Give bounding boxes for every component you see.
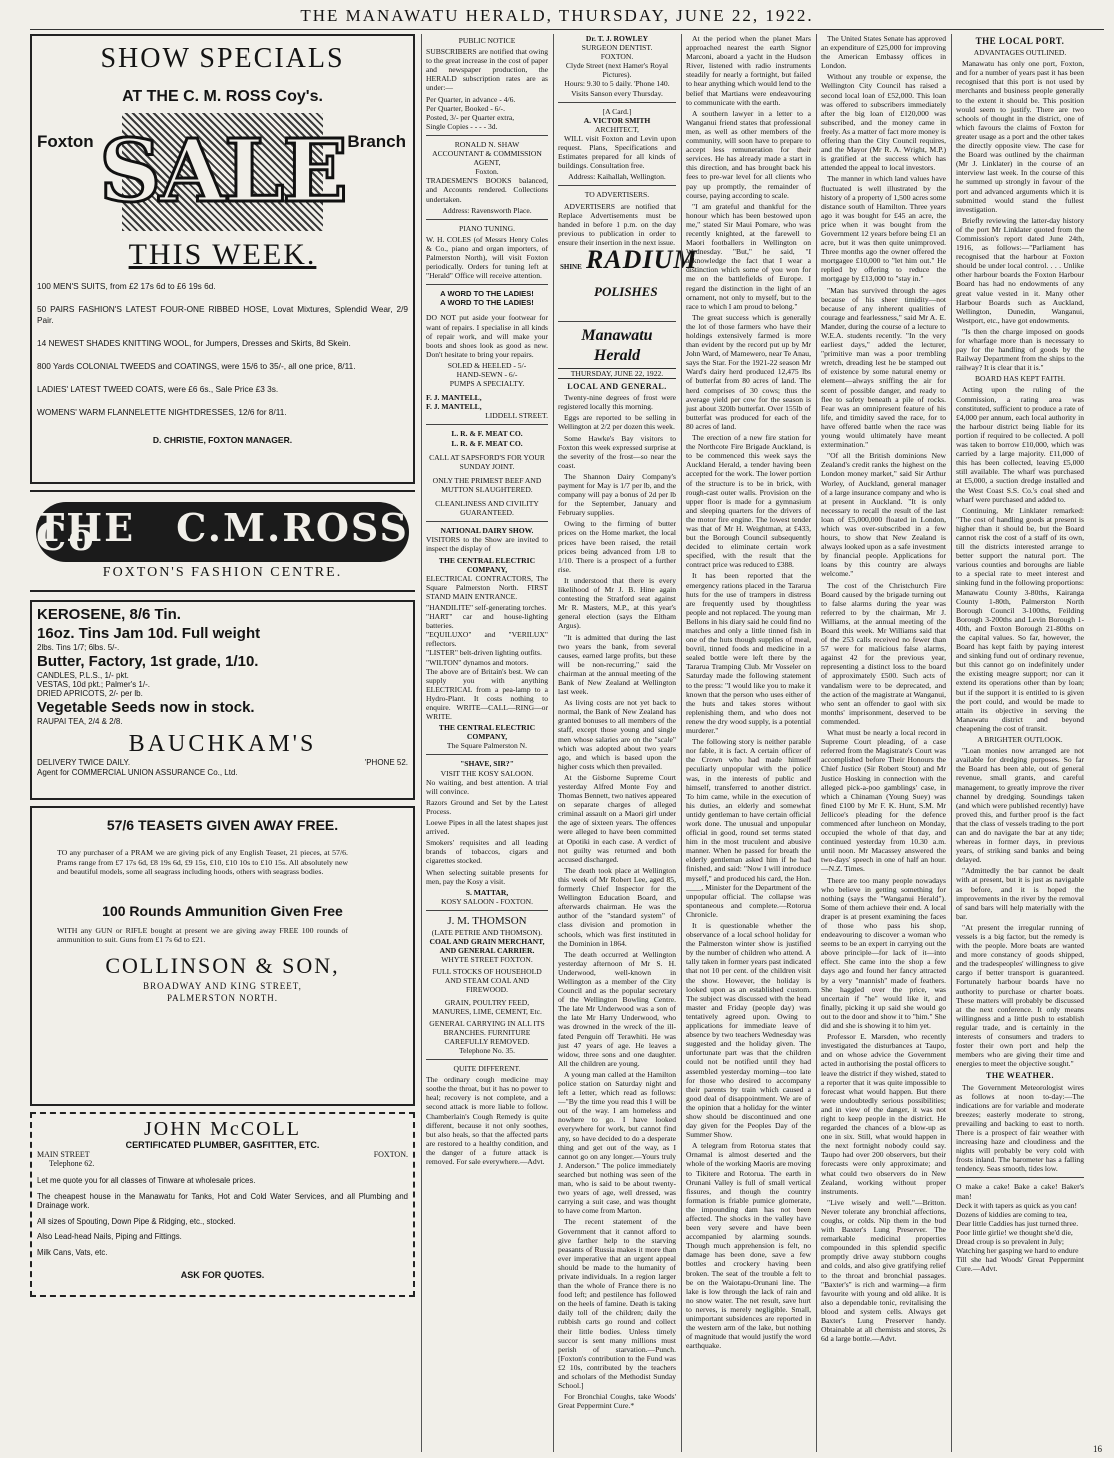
divider [426, 1059, 548, 1060]
mccoll-phone: Telephone 62. [49, 1159, 95, 1169]
show-specials-items [37, 281, 408, 418]
branch-label: Branch [347, 132, 406, 151]
rate-line: Per Quarter, in advance - 4/6. [426, 94, 516, 104]
port-subtitle: ADVANTAGES OUTLINED. [973, 48, 1067, 58]
dairy-body-2: The above are of Britain's best. We can supply you with anything ELECTRICAL from a pea-lamp to a Hydro-Plant. It costs nothing to enquire. WRITE—CALL—RING—or WRITE. [426, 666, 548, 722]
column-3 [558, 34, 698, 1458]
shave-address: KOSY SALOON - FOXTON. [441, 896, 533, 906]
news-paragraph: A telegram from Rotorua states that Ornamal is almost deserted and the whole of the working Maoris are moving to Tikitere and Rotorua. The earth in Orunani Valley is full of small vertical fissures, and though the country formation is friable pumice glomerate, the impounding dam has not been affected. The shocks in the valley have been very severe and have been accompanied by alarming sounds. Though much apprehension is felt, no damage has been done, save a few bottles and crockery having been broken. The seat of the trouble a felt to be on the Waiotapu-Orunani line. The lake is low through the lack of rain and no snow water. The net result, save hurt to nerves, is merely negligible. Small, unimportant subsidences are reported in the western arm of the lake, but nothing of magnitude that would justify the word earthquake. [686, 1141, 811, 1351]
mccoll-street: MAIN STREET [37, 1150, 90, 1160]
board-subheading: BOARD HAS KEPT FAITH. [974, 374, 1065, 384]
shaw-body: TRADESMEN'S BOOKS balanced, and Accounts rendered. Collections undertaken. [426, 176, 548, 204]
dairy-address: The Square Palmerston N. [446, 741, 528, 751]
column-rule [816, 34, 817, 1452]
thomson-line: FULL STOCKS OF HOUSEHOLD AND STEAM COAL AND FIREWOOD. [432, 967, 542, 995]
teasets-body: TO any purchaser of a PRAM we are giving pick of any English Teaset, 21 pieces, at 57/6. Prams range from £7 17s 6d, £8 19s 6d, £9 15s, £10, £10 10s to £10 15s. All absolutely new and beautiful models, some all seagrass including hoods, others with seagrass bodies. [57, 848, 348, 876]
news-paragraph: The United States Senate has approved an expenditure of £25,000 for improving the American Embassy offices in London. [821, 34, 946, 71]
radium-logo: RADIUM [586, 244, 698, 274]
dairy-body: VISITORS to the Show are invited to inspect the display of [426, 535, 548, 554]
poem-line: Dread croup is so prevalent in July; [956, 1237, 1064, 1246]
news-paragraph: It understood that there is every likelihood of Mr J. B. Hine again contesting the Stratford seat against Mr R. Masters, M.P., at this year's general election (says the Eltham Argus). [558, 575, 676, 631]
weather-title: THE WEATHER. [986, 1071, 1054, 1081]
agent-text: Agent for COMMERCIAL UNION ASSURANCE Co., Ltd. [37, 767, 238, 777]
news-paragraph: The cost of the Christchurch Fire Board caused by the brigade turning out to false alarms during the year was referred to by the chairman, Mr J. Williams, at the annual meeting of the Board this week. Mr Williams said that of the 253 calls received no fewer than 57 were for malicious false alarms, against 42 for the previous year, representing a distinct loss to the board of approximately £500. Such acts of vandalism were to be deprecated, and the action of the magistrate at Wanganui, who sent an offender to gaol with six months' imprisonment, deserved to be commended. [821, 580, 946, 726]
section-heading: LOCAL AND GENERAL. [567, 382, 667, 392]
column-rule [421, 34, 422, 1452]
meat-line: ONLY THE PRIMEST BEEF AND MUTTON SLAUGHTERED. [432, 475, 542, 494]
news-paragraph: "Man has survived through the ages because of his sheer timidity—not because of any inherent qualities of courage and fearlessness," said Mr A. E. Mander, during the course of a lecture to W.E.A. students recently. "In the very earliest days," added the lecturer, "primitive man was a poor trembling wretch, dreading lest he be stamped out of existence by some natural enemy or element—always sniffing the air for scent of possible danger, and ready to flee to safety beneath a pile of rocks. Fear was an omnipresent feature of his life, and timidity saved the race, for to have offered battle when the race was young would ultimately have meant extermination." [821, 285, 946, 450]
fashion-centre: FOXTON'S FASHION CENTRE. [102, 565, 343, 580]
news-paragraph: "I am grateful and thankful for the honour which has been bestowed upon me," stated Sir Maui Pomare, who was recently knighted, at the farewell to Maori footballers in Wellington on Wednesday. "But," he said, "I acknowledge the fact that I wear a distinction which some of you won for me on the battlefields of Europe. I regard the distinction in the light of an ornament, not only to myself, but to the race to which I am proud to belong." [686, 201, 811, 311]
meat-name: L. R. & F. MEAT CO. [451, 438, 523, 448]
mccoll-line: Milk Cans, Vats, etc. [37, 1247, 108, 1257]
bauchkam-name: BAUCHKAM'S [128, 731, 317, 758]
divider [426, 284, 548, 285]
divider [558, 102, 676, 103]
dairy-contractors: ELECTRICAL CONTRACTORS, The Square Palmerston North. FIRST STAND MAIN ENTRANCE. [426, 573, 548, 601]
news-paragraph: Professor E. Marsden, who recently investigated the disturbances at Taupo, and on whose advice the Government acted in authorising the postal officers to leave the district if they wished, stated to a reporter that it was quite impossible to forecast what would happen. But there were undoubtedly serious possibilities; and in view of the danger, it was not right to keep people in the district. He regarded the chances of a blow-up as one in six. Still, what would happen in the next fortnight nobody could say. Taupo had over 200 observers, but their forecasts were only approximate; and what could two observers do in New Zealand, working without proper instruments. [821, 1032, 946, 1196]
news-paragraph: "At present the irregular running of vessels is a big factor, but the remedy is with the people. More boats are wanted and more constancy of goods shipped, and the tradespeoples' willingness to give cargo if better transport is guaranteed. Fortunately harbour boards have no authority to purchase or charter boats. These matters will probably be discussed at the next conference. It only means willingness and a little push to establish regular trade, and is certainly in the interests of consumers and traders to foster their own port and help the members who are giving their time and energies to meet the objective sought." [956, 922, 1084, 1069]
mccoll-line: All sizes of Spouting, Down Pipe & Ridging, etc., stocked. [37, 1216, 236, 1226]
bauchkam-ad [30, 600, 415, 800]
rate-line: Single Copies - - - - 3d. [426, 121, 498, 131]
column-rule [951, 34, 952, 1452]
poem-line: Dozens of kiddies are coming to tea, [956, 1209, 1068, 1219]
shave-line: Smokers' requisites and all leading brands of tobaccos, cigars and cigarettes stocked. [426, 838, 548, 866]
show-specials-subtitle: AT THE C. M. ROSS Coy's. [122, 88, 323, 105]
divider [426, 135, 548, 136]
smith-card: [A Card.] [602, 106, 632, 116]
news-paragraph: At the period when the planet Mars approached nearest the earth Signor Marconi, aboard a yacht in the Hudson River, listened with radio instruments steadily for nearly a fortnight, but failed to hear anything which would lend to the belief that Martians were endeavouring to communicate with the earth. [686, 34, 811, 107]
mccoll-line: Also Lead-head Nails, Piping and Fittings. [37, 1232, 182, 1242]
mccoll-town: FOXTON. [373, 1150, 408, 1160]
dairy-company: THE CENTRAL ELECTRIC COMPANY, [438, 555, 536, 574]
news-paragraph: "Loan monies now arranged are not available for dredging purposes. So far the Board has been able, out of general revenue, small grants, and careful management, to greatly improve the river channel by dredging. Soundings taken (and which were published recently) have proved this, and further proof is the fact that the class of vessels trading to the port can and do navigate the bar at any tide; whereas in former days, in previous years, of striking sand banks and being delayed. [956, 746, 1084, 865]
dairy-item: "HART" car and house-lighting batteries. [426, 612, 548, 631]
poem-line: O make a cake! Bake a cake! Baker's man! [956, 1182, 1084, 1201]
shaw-town: Foxton. [475, 167, 499, 177]
divider [426, 754, 548, 755]
thomson-street: WHYTE STREET FOXTON. [441, 955, 533, 965]
news-paragraph: Some Hawke's Bay visitors to Foxton this week expressed surprise at the severity of the frost—so near the coast. [558, 433, 676, 470]
ross-logo-text: THE C.M.ROSS Co [36, 504, 409, 559]
news-paragraph: "Live wisely and well."—Britton. Never tolerate any bronchial affections, coughs, or colds. Nip them in the bud with Baxter's Lung Preserver. The remarkable medicinal properties compounded in this splendid specific promptly drive away stubborn coughs and colds, and also give gratifying relief to the throat and bronchial passages. "Baxter's" is rich and warming—a firm favourite with young and old alike. It is also a dependable tonic, revitalising the blood and system cells. Always get Baxter's Lung Preserver handy. Obtainable at all chemists and stores, 2s 6d a large bottle.—Advt. [821, 1197, 946, 1344]
news-paragraph: At the Gisborne Supreme Court yesterday Alfred Monte Foy and Thomas Bennett, two natives appeared on separate charges of alleged criminal assault on a Maori girl under the age of sixteen years. The offences were alleged to have been committed at Opotiki in each case. A verdict of not guilty was returned and both accused discharged. [558, 772, 676, 864]
rowley-visits: Visits Sanson every Thursday. [571, 88, 663, 98]
mccoll-name: JOHN McCOLL [144, 1118, 301, 1140]
sale-item: LADIES' LATEST TWEED COATS, were £6 6s., Sale Price £3 3s. [37, 384, 279, 394]
tins-line: 2lbs. Tins 1/7; 6lbs. 5/-. [37, 643, 120, 652]
sale-item: WOMENS' WARM FLANNELETTE NIGHTDRESSES, 12/6 for 8/11. [37, 407, 287, 417]
masthead: THE MANAWATU HERALD, THURSDAY, JUNE 22, 1922. [300, 6, 814, 25]
ross-logo [36, 502, 409, 562]
dairy-item: "HANDILITE" self-generating torches. [426, 602, 547, 612]
delivery-text: DELIVERY TWICE DAILY. [37, 758, 131, 768]
news-paragraph: A young man called at the Hamilton police station on Saturday night and left a letter, which read as follows:—"By the time you read this I will be out of the way. I am homeless and nowhere to go. I have looked everywhere for work, but cannot find any, so have decided to do a desperate thing and get out of the way, as I cannot go on any longer.—Yours truly J. Anderson." The police immediately searched but nothing was seen of the man, who is said to be about twenty-two years of age, well dressed, was carrying a suit case, and was thought to have come from Marton. [558, 1069, 676, 1216]
shaw-title: ACCOUNTANT & COMMISSION AGENT, [432, 149, 542, 168]
news-paragraph: It has been reported that the emergency rations placed in the Tararua huts for the use of trampers in distress are frequently used by thoughtless people and not replaced. The young man Bellons in his diary said he could find no matches and only a little tinned fish in one of the huts though supplies of meal, bovril, tinned foods and medicine in a sealed bottle were left there by the Tararua Tramping Club. Mr Vosseler on Saturday made the following statement to the press: "I would like you to make it known that the person who uses either of the huts and takes stores without replenishing them, and who does not renew the dry wood supply, is a potential murderer." [686, 571, 811, 736]
news-paragraph: The death took place at Wellington this week of Mr Robert Lee, aged 85, formerly Chief Inspector for the Wellington Education Board, and afterwards chairman. He was the author of the "standard system" of class division and promotion in schools, which was first instituted in the Dominion in 1864. [558, 865, 676, 948]
ladies-pumps: PUMPS A SPECIALTY. [449, 379, 525, 389]
sale-item: 800 Yards COLONIAL TWEEDS and COATINGS, were 15/6 to 35/-, all one price, 8/11. [37, 361, 356, 371]
shave-line: Loewe Pipes in all the latest shapes just arrived. [426, 818, 548, 837]
news-paragraph: The recent statement of the Government that it cannot afford to give farther help to the starving peasants of Russia makes it more than ever imperative that an urgent appeal should be made to the humanity of private individuals. In a region larger than the whole of France there is no food left; and pestilence has followed on the heels of famine. Death is taking daily toll of the children; daily the rubbish carts go round and collect their little bodies. Unless timely succor is sent many millions must perish of starvation.—Punch. [Foxton's contribution to the Fund was £2 10s, contributed by the teachers and scholars of the Methodist Sunday School.] [558, 1217, 676, 1391]
advertisers-body: ADVERTISERS are notified that Replace Advertisements must be handed in before 1 p.m. on the day previous to publication in order to ensure their insertion in the next issue. [558, 201, 676, 247]
rowley-title: SURGEON DENTIST. [581, 43, 653, 53]
news-paragraph: What must be nearly a local record in Supreme Court pleading, of a case referred from the Magistrate's Court was accomplished before Their Honours the Chief Justice (Sir Robert Stout) and Mr Justice Hosking in connection with the alleged pick-a-poo gamblings' case, in which a Chinaman (Young Suey) was fined £100 by Mr F. K. Hunt, S.M. Mr Jellicoe's pleading for the defence commenced after luncheon on Monday, occupied the whole of that day, and continued yesterday from 10.30 a.m. until noon. Mr Macassey answered the two-days' speech in one of half an hour.—N.Z. Times. [821, 728, 946, 874]
column-4 [686, 34, 811, 1458]
paper-title: Manawatu Herald [581, 326, 653, 364]
rowley-address: Clyde Street (next Hamer's Royal Pictures). [565, 61, 669, 80]
apricots-line: DRIED APRICOTS, 2/- per lb. [37, 689, 143, 699]
ladies-price: HAND-SEWN - 6/- [456, 370, 518, 379]
smith-address: Address: Kaihallah, Wellington. [568, 172, 666, 182]
column-rule [681, 34, 682, 1452]
delivery-row [37, 758, 408, 767]
poem-line: Poor little girlie! we thought she'd die, [956, 1227, 1073, 1237]
thomson-line: GENERAL CARRYING IN ALL ITS BRANCHES. FURNITURE CAREFULLY REMOVED. [429, 1018, 545, 1046]
foxton-label: Foxton [37, 132, 94, 151]
news-paragraph: The manner in which land values have fluctuated is well illustrated by the history of a property of 1,500 acres some distance south of Hamilton. Three years ago it was bought for £45 an acre, the price when it was bought from the Government 12 years before being £1 an acre, but it was then quite unimproved. Three months ago the owner offered the mortgagee £10,000 to "let him out." He replied by offering to reduce the mortgage by £13,000 to "stay in." [821, 174, 946, 284]
shave-name: S. MATTAR, [465, 887, 509, 897]
divider [426, 521, 548, 522]
page-number: 16 [1093, 1444, 1102, 1454]
dairy-title: NATIONAL DAIRY SHOW. [440, 526, 534, 536]
news-paragraph: As living costs are not yet back to normal, the Bank of New Zealand has granted bonuses to all members of the staff, except those young and single men whose salaries are on the "scale" which was adopted about two years ago, and which is based upon the higher costs which then prevailed. [558, 698, 676, 771]
ladies-title: A WORD TO THE LADIES! [440, 289, 534, 299]
thomson-phone: Telephone No. 35. [459, 1046, 515, 1055]
dairy-company: THE CENTRAL ELECTRIC COMPANY, [438, 723, 536, 742]
news-paragraph: Briefly reviewing the latter-day history of the port Mr Linklater quoted from the Commission's report dated June 24th, 1916, as follows:—"Parliament has recognised that the harbour at Foxton should be under local control. . . . Unlike other harbour boards the Foxton Harbour Board has had no endowments of any great value vested in it. Many other Harbour Boards such as Auckland, Wellington, Dunedin, Wanganui, Westport, etc., have got endowments. [956, 215, 1084, 325]
thomson-firm: (LATE PETRIE AND THOMSON). [431, 927, 543, 937]
shaw-address: Address: Ravensworth Place. [442, 205, 532, 215]
piano-title: PIANO TUNING. [459, 223, 515, 233]
candles-line: CANDLES, P.L.S., 1/- pkt. [37, 671, 129, 681]
radium-sub: POLISHES [594, 283, 658, 299]
smith-body: WILL visit Foxton and Levin upon request. Plans, Specifications and Estimates prepared for all kinds of buildings. Consultation free. [558, 133, 676, 171]
ladies-body: DO NOT put aside your footwear for want of repairs. I specialise in all kinds of repair work, and will make your boots and shoes look as good as new. Don't hesitate to bring your repairs. [426, 313, 548, 359]
column-2 [426, 34, 548, 1458]
notice-title: PUBLIC NOTICE [458, 36, 516, 45]
paper-date: THURSDAY, JUNE 22, 1922. [558, 368, 676, 379]
collinson-town: PALMERSTON NORTH. [167, 992, 278, 1003]
news-paragraph: The great success which is generally the lot of those farmers who have their holdings extensively farmed is more than evident by the record put up by Mr John Ward, of Mamewero, near Te Anau, says the Star. For the 1921-22 season Mr Ward's dairy herd produced 12,475 lbs of butterfat from 80 acres of land. The herd comprises of 30 cows; thus the average yield per cow for the season is just about 320lb butterfat. Over 155lb of butterfat was produced for each of the 80 acres of land. [686, 312, 811, 431]
rate-line: Per Quarter, Booked - 6/-. [426, 103, 505, 113]
news-paragraph: A southern lawyer in a letter to a Wanganui friend states that professional men, as well as other members of the community, will soon have to prepare to accept less remuneration for their services. He has already made a start in this direction, and has brought back his fees to pre-war level for all clients who pay up promptly, the remainder of course, paying according to scale. [686, 108, 811, 200]
shave-line: No waiting, and best attention. A trial will convince. [426, 777, 548, 796]
outlook-title: A BRIGHTER OUTLOOK. [977, 735, 1063, 745]
news-paragraph: Manawatu has only one port, Foxton, and for a number of years past it has been recognised that this port is not used by merchants and business people generally to the extent it should be. This position would seem to justify. There are two schools of thought in the district, one of which favours the claims of Foxton for greater usage as a port and the other takes the directly opposite view. The case for the Board was outlined by the chairman (Mr J. Linklater) in the course of an interview last week. In the course of this he summed up strongly in favour of the port and advanced arguments which it is submitted would stand the fullest investigation. [956, 59, 1084, 214]
show-specials-ad [30, 34, 415, 484]
news-paragraph: Continuing, Mr Linklater remarked: "The cost of handling goods at present is higher than it should be, but the Board cannot risk the cost of a staff of its own, till the districts interested arrange to better support the natural port. The various counties and boroughs are liable to a special rate to meet interest and sinking fund in the following proportions: Manawatu County 3-80ths, Kairanga County 1-80th, Palmerston North Borough Council 3-100ths, Feilding Borough 3-200ths and Levin Borough 1-40th, and Foxton Borough 21-80ths on the capital values. So far, however, the Board has kept faith by paying interest and sinking fund out of ordinary revenue, but this cannot go on indefinitely under the existing meagre support; nor can it extend its operations other than by loan; but if the support it is entitled to is given the port could, and would be made to attain its objective in serving the Manawatu district and beyond cheapening the cost of transit. [956, 505, 1084, 733]
news-paragraph: For Bronchial Coughs, take Woods' Great Peppermint Cure.* [558, 1392, 676, 1411]
divider [426, 219, 548, 220]
rowley-hours: Hours: 9.30 to 5 daily. 'Phone 140. [564, 79, 670, 89]
mccoll-address [37, 1150, 408, 1159]
mccoll-line: Let me quote you for all classes of Tinware at wholesale prices. [37, 1176, 256, 1186]
shave-line: VISIT THE KOSY SALOON. [440, 768, 534, 778]
butter-line: Butter, Factory, 1st grade, 1/10. [37, 653, 259, 671]
divider [558, 321, 676, 322]
news-paragraph: "Of all the British dominions New Zealand's credit ranks the highest on the London money market," said Sir Arthur Worley, of Auckland, general manager of a large insurance company and who is at present in Auckland. "It is only necessary to recall the result of the last loan of £5,000,000 floated in London, which was over-subscribed in a few hours, to show that New Zealand is always looked upon as a safe investment by financial people. Applications for loans by this country are always welcome." [821, 451, 946, 579]
news-paragraph: "It is admitted that during the last two years the bank, from several causes, earned large profits, but these will be non-recurring," said the chairman at the annual meeting of the Bank of New Zealand at Wellington last week. [558, 632, 676, 697]
news-paragraph: It is questionable whether the observance of a local school holiday for the Palmerston winter show is justified by the number of children who attend. A tally taken in former years past indicated that not 10 per cent. of the children visit the show. However, the holiday is looked upon as an established custom. The subject was discussed with the head master and Friday (people day) was tentatively agreed upon. Owing to applications for immediate leave of absence by two teachers Wednesday was suggested and the holiday given. The unfortunate part was that the children could not be notified until they had assembled yesterday morning—too late for those who desired to accompany their parents by train which caused a good deal of disappointment. We are of the opinion that a holiday for the winter show should be discontinued and one day given for the Peoples Day of the Summer Show. [686, 921, 811, 1140]
meat-name: L. R. & F. MEAT CO. [451, 429, 523, 439]
collinson-ad [30, 806, 415, 1106]
teasets-title: 57/6 TEASETS GIVEN AWAY FREE. [106, 817, 339, 833]
news-paragraph: "Admittedly the bar cannot be dealt with at present, but it is just as navigable as before, and it is hoped the improvements in the river by the removal of sand bars will help materially with the bar. [956, 866, 1084, 921]
meat-line: CALL AT SAPSFORD'S FOR YOUR SUNDAY JOINT. [429, 452, 545, 471]
thomson-trade: COAL AND GRAIN MERCHANT, AND GENERAL CARRIER. [429, 936, 545, 956]
piano-body: W. H. COLES (of Messrs Henry Coles & Co., piano and organ importers, of Palmerston North), will visit Foxton periodically. Orders for tuning left at "Herald" Office will receive attention. [426, 234, 548, 281]
poem-line: Watching her gasping we hard to endure [956, 1246, 1079, 1256]
manager-line: D. CHRISTIE, FOXTON MANAGER. [152, 435, 293, 445]
poem-line: Dear little Caddies has just turned three. [956, 1218, 1079, 1228]
kerosene-line: KEROSENE, 8/6 Tin. [37, 606, 181, 623]
column-1 [30, 34, 415, 1458]
radium-ad [558, 244, 698, 315]
thomson-line: GRAIN, POULTRY FEED, MANURES, LIME, CEMENT, Etc. [432, 997, 542, 1016]
thomson-name: J. M. THOMSON [447, 914, 527, 927]
news-paragraph: The Shannon Dairy Company's payment for May is 1/7 per lb, and the company will pay a bonus of 2d per lb for the September, January and February supplies. [558, 471, 676, 518]
sale-item: 14 NEWEST SHADES KNITTING WOOL, for Jumpers, Dresses and Skirts, 8d Skein. [37, 338, 351, 348]
news-paragraph: Owing to the firming of butter prices on the Home market, the local prices have been raised, the retail prices being advanced from 1/8 to 1/10. There is a prospect of a further rise. [558, 519, 676, 574]
column-6 [956, 34, 1084, 1458]
weather-body: The Government Meteorologist wires as follows at noon to-day:—The indications are for variable and moderate breezes; easterly moderate to strong, prevailing and backing to east to north. There is a prospect of fair weather with increasing haze and cloudiness and the nights will probably be very cold with frosts inland. The barometer has a falling tendency. Seas smooth, tides low. [956, 1082, 1084, 1174]
collinson-name: COLLINSON & SON, [105, 952, 340, 978]
mccoll-lines [37, 1176, 408, 1257]
dairy-item: "LISTER" belt-driven lighting outfits. [426, 648, 542, 658]
show-specials-title: SHOW SPECIALS [100, 43, 345, 74]
news-paragraph: The erection of a new fire station for the Northcote Fire Brigade Auckland, is to be commenced this week says the Auckland Herald, a tender having been accepted for the work. The lower portion of the structure is to be in brick, with rough-cast outer walls. Provision on the upper floor is made for a gymnasium and sleeping quarters for the drivers of the motor fire engine. The lowest tender was that of Mr H. Weightman, at £433, but the Borough Council subsequently decided to eliminate certain work specified, with the result that the contract price was reduced to £388. [686, 433, 811, 570]
vestas-line: VESTAS, 10d pkt.; Palmer's 1/-. [37, 680, 150, 690]
mccoll-trade: CERTIFICATED PLUMBER, GASFITTER, ETC. [125, 1140, 320, 1150]
news-paragraph: Eggs are reported to be selling in Wellington at 2/2 per dozen this week. [558, 413, 676, 432]
rowley-town: FOXTON. [600, 52, 634, 62]
ammo-title: 100 Rounds Ammunition Given Free [102, 902, 343, 919]
jam-line: 16oz. Tins Jam 10d. Full weight [37, 625, 261, 642]
news-paragraph: Acting upon the ruling of the Commission, a rating area was constituted, sufficient to produce a rate of £4,000 per annum, each local authority in the harbour district being liable for its portion if required to be collected. A poll was taken to borrow £10,000, which was carried by a large majority. £11,000 of this has been collected, leaving £5,000 still available. The wharf was purchased at £5,000, a suction dredge installed and the West Coast S.S. Co.'s coal shed and wharf were purchased and added to. [956, 385, 1084, 504]
divider [558, 185, 676, 186]
ladies-price: SOLED & HEELED - 5/- [447, 360, 527, 370]
radium-shine: SHINE [560, 262, 582, 271]
ladies-title: A WORD TO THE LADIES! [440, 298, 534, 308]
ammo-body: WITH any GUN or RIFLE bought at present we are giving away FREE 100 rounds of ammunition to suit. Guns from £1 7s 6d to £21. [57, 925, 348, 944]
mccoll-footer: ASK FOR QUOTES. [180, 1270, 265, 1281]
news-paragraph: "Is then the charge imposed on goods for wharfage more than is necessary to pay for the handling of goods by the Railway Department from the ships to the railway? It is clear that it is." [956, 326, 1084, 373]
divider [956, 1177, 1084, 1178]
column-rule [553, 34, 554, 1452]
shave-line: Razors Ground and Set by the Latest Process. [426, 797, 548, 816]
shave-title: "SHAVE, SIR?" [460, 759, 514, 769]
poem-line: Till she had Woods' Great Peppermint Cure.—Advt. [956, 1255, 1084, 1274]
mantell-street: LIDDELL STREET. [485, 411, 548, 421]
shaw-name: RONALD N. SHAW [454, 139, 520, 149]
news-paragraph: The death occurred at Wellington yesterday afternoon of Mr S. H. Underwood, well-known in Wellington as a member of the City Council and as the popular secretary of the Wellington Bowling Centre. The late Mr Underwood was a son of the late Mr Harry Underwood, who was drowned in the wreck of the ill-fated Penguin off Terawhiti. He was just 47 years of age. He leaves a widow, three sons and one daughter. All the children are young. [558, 949, 676, 1068]
this-week-title: THIS WEEK. [128, 238, 317, 271]
smith-name: A. VICTOR SMITH [583, 115, 651, 125]
tea-line: RAUPAI TEA, 2/4 & 2/8. [37, 717, 123, 727]
news-paragraph: Without any trouble or expense, the Wellington City Council has raised a second local loan of £52,000. This loan was offered to subscribers immediately after the big loan of £120,000 was subscribed, and the money came in freely. As a matter of fact more money is offering than the City Council requires, and the Mayor (Mr R. A. Wright, M.P.) is gratified at the success which has attended the appeal to local investors. [821, 72, 946, 173]
news-paragraph: Twenty-nine degrees of frost were registered locally this morning. [558, 393, 676, 412]
port-title: THE LOCAL PORT. [975, 36, 1065, 46]
smith-title: ARCHITECT, [595, 124, 639, 134]
phone-text: 'PHONE 52. [364, 758, 408, 768]
rate-line: Posted, 3/- per Quarter extra, [426, 112, 515, 122]
seeds-line: Vegetable Seeds now in stock. [37, 699, 255, 717]
rowley-name: Dr. T. J. ROWLEY [585, 34, 649, 43]
collinson-address: BROADWAY AND KING STREET, [143, 980, 302, 991]
quite-title: QUITE DIFFERENT. [453, 1064, 521, 1074]
ross-logo-ad [30, 490, 415, 592]
news-paragraph: The following story is neither parable nor fable, it is fact. A certain officer of the Crown who had made himself peculiarly unpopular with the police was, in the interests of public and himself, transferred to another district. To him came, while in the execution of his duties, an elderly and somewhat untidy gentleman to have certain official work done. The unusual and unpopular official in good, round set terms stated him in the most truculent and abusive manner. When he passed for breath the elderly gentleman asked him if he had finished, and said: "Now I will introduce myself," and produced his card, the Hon. ____, Minister for the Department of the unpopular official. The collapse was spontaneous and complete.—Rotorua Chronicle. [686, 737, 811, 919]
poem-line: Deck it with tapers as quick as you can! [956, 1200, 1078, 1210]
sale-item: 100 MEN'S SUITS, from £2 17s 6d to £6 19s 6d. [37, 281, 216, 291]
shave-line: When selecting suitable presents for men, pay the Kosy a visit. [426, 867, 548, 886]
sale-text: SALE [99, 121, 346, 222]
divider [426, 910, 548, 911]
dairy-item: "WILTON" dynamos and motors. [426, 657, 529, 667]
sale-banner [37, 113, 408, 233]
notice-body: SUBSCRIBERS are notified that owing to the great increase in the cost of paper and newspaper production, the HERALD subscription rates are as under:— [426, 47, 548, 93]
masthead-rule [30, 29, 1104, 30]
column-5 [821, 34, 946, 1458]
sale-graphic [99, 113, 346, 231]
divider [426, 424, 548, 425]
mantell-name: F. J. MANTELL, [426, 393, 482, 403]
mantell-name: F. J. MANTELL, [426, 402, 482, 412]
mccoll-ad [30, 1112, 415, 1297]
mccoll-line: The cheapest house in the Manawatu for Tanks, Hot and Cold Water Services, and all Plumbing and Drainage work. [37, 1191, 408, 1211]
quite-body: The ordinary cough medicine may soothe the throat, but it has no power to heal; recovery is not complete, and a second attack is more liable to follow. Chamberlain's Cough Remedy is quite different, because it not only soothes, but also heals, so that the affected parts are restored to a healthy condition, and the danger of a future attack is removed. For sale everywhere.—Advt. [426, 1075, 548, 1167]
advertisers-title: TO ADVERTISERS. [584, 190, 650, 200]
dairy-item: "EQUILUXO" and "VERILUX" reflectors. [426, 630, 548, 649]
meat-line: CLEANLINESS AND CIVILITY GUARANTEED. [435, 499, 539, 518]
sale-item: 50 PAIRS FASHION'S LATEST FOUR-ONE RIBBED HOSE, Lovat Mixtures, Splendid Wear, 2/9 Pair. [37, 304, 408, 325]
news-paragraph: There are too many people nowadays who believe in getting something for nothing (says the "Wanganui Herald"). Some of them achieve their end. A local draper is at present examining the faces of those who pass his shop, endeavouring to discover a woman who seems to be an expert in carrying out the above principle—for lack of it—into effect. She came into the shop a few days ago and found her fancy attracted by a very "mannish" made of feathers. She haggled over the price, was uncertain if "he" would like it, and finally, picking it up said she would go out to the door and show it to "him." She did and she is showing it to him yet. [821, 875, 946, 1031]
